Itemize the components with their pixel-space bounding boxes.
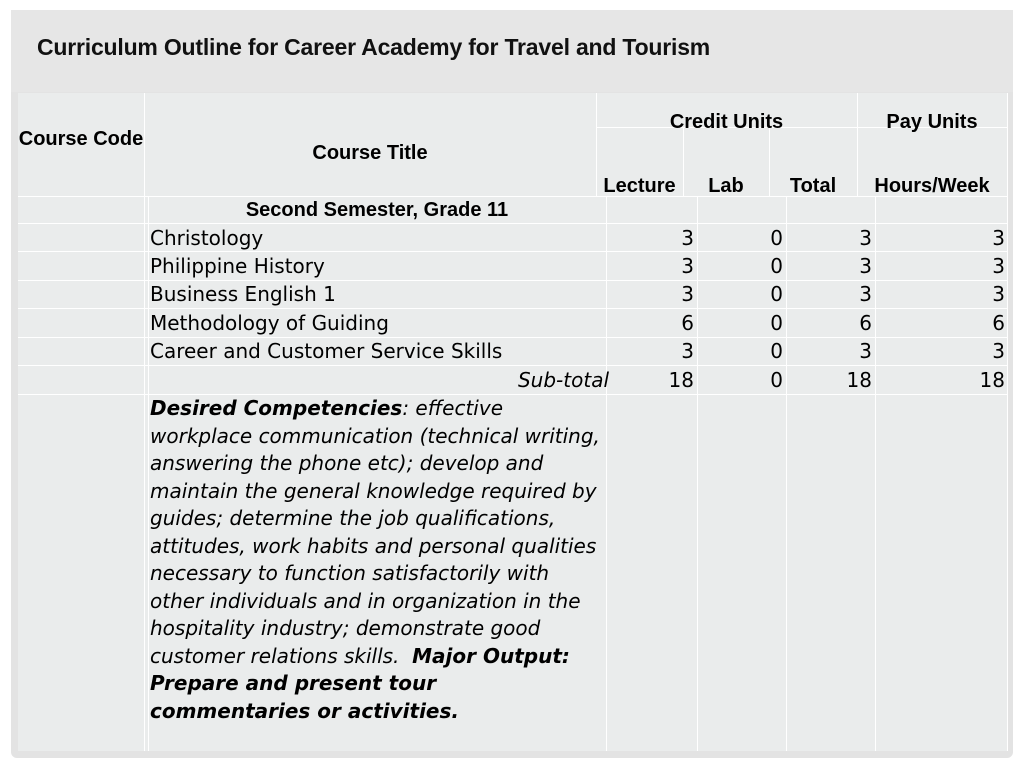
slide-title: Curriculum Outline for Career Academy for Travel and Tourism xyxy=(37,34,711,60)
course-total: 3 xyxy=(859,339,872,363)
course-title: Methodology of Guiding xyxy=(150,311,389,335)
header-lecture: Lecture xyxy=(603,175,676,197)
header-hours-week: Hours/Week xyxy=(874,175,990,197)
slide xyxy=(11,10,1013,758)
subtotal-label: Sub-total xyxy=(517,368,609,392)
subtotal-hours: 18 xyxy=(979,368,1005,392)
title-bar xyxy=(11,10,1013,92)
course-hours: 3 xyxy=(992,226,1005,250)
course-hours: 3 xyxy=(992,339,1005,363)
course-lab: 0 xyxy=(770,254,783,278)
header-pay-units: Pay Units xyxy=(886,111,978,133)
course-lecture: 6 xyxy=(681,311,694,335)
course-lab: 0 xyxy=(770,339,783,363)
header-credit-units: Credit Units xyxy=(669,111,784,133)
course-total: 3 xyxy=(859,254,872,278)
course-title: Philippine History xyxy=(150,254,325,278)
course-total: 3 xyxy=(859,282,872,306)
course-lecture: 3 xyxy=(681,226,694,250)
course-total: 6 xyxy=(859,311,872,335)
course-lecture: 3 xyxy=(681,282,694,306)
desired-competencies xyxy=(150,395,602,725)
course-hours: 3 xyxy=(992,254,1005,278)
course-lab: 0 xyxy=(770,282,783,306)
course-hours: 3 xyxy=(992,282,1005,306)
course-lab: 0 xyxy=(770,226,783,250)
course-total: 3 xyxy=(859,226,872,250)
competencies-text: : effective workplace communication (technical writing, answering the phone etc); develop and maintain the general knowledge required by guides; determine the job qualifications, attitudes, work habits and personal qualities necessary to function satisfactorily with other individuals and in organization in the hospitality industry; demonstrate good customer relations skills. xyxy=(150,396,600,668)
course-lecture: 3 xyxy=(681,254,694,278)
course-lab: 0 xyxy=(770,311,783,335)
header-course-title: Course Title xyxy=(312,142,428,164)
header-total: Total xyxy=(789,175,837,197)
course-title: Business English 1 xyxy=(150,282,336,306)
header-lab: Lab xyxy=(708,175,744,197)
course-lecture: 3 xyxy=(681,339,694,363)
course-hours: 6 xyxy=(992,311,1005,335)
competencies-label: Desired Competencies xyxy=(150,396,403,420)
subtotal-total: 18 xyxy=(846,368,872,392)
semester-label: Second Semester, Grade 11 xyxy=(245,199,509,221)
major-output: Major Output: Prepare and present tour commentaries or activities. xyxy=(150,643,570,723)
course-title: Christology xyxy=(150,226,264,250)
subtotal-lecture: 18 xyxy=(668,368,694,392)
curriculum-table xyxy=(18,93,1008,751)
header-course-code: Course Code xyxy=(18,128,144,150)
subtotal-lab: 0 xyxy=(770,368,783,392)
course-title: Career and Customer Service Skills xyxy=(150,339,503,363)
